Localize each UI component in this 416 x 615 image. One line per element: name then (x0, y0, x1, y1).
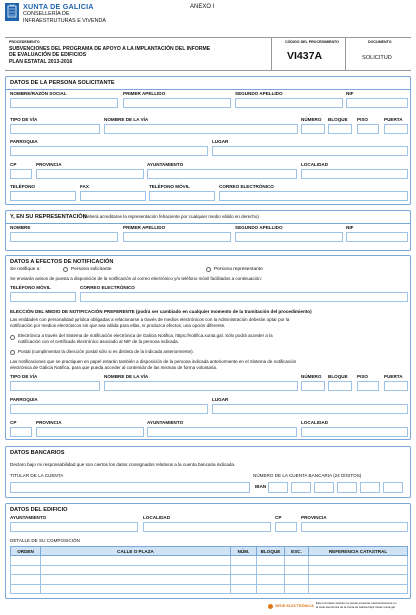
rep-apellido1-field[interactable] (123, 232, 231, 242)
account-block-2[interactable] (314, 482, 334, 493)
representative-title: Y, EN SU REPRESENTACIÓN (10, 214, 87, 220)
notif-lugar-label: LUGAR (212, 397, 229, 402)
annex-title: ANEXO I (190, 4, 215, 10)
footer-line-2: la sede electrónica de la Xunta de Galicia https://sede.xunta.gal (316, 605, 395, 609)
title-rule (6, 223, 410, 224)
email-label: CORREO ELECTRÓNICO (219, 184, 274, 189)
notif-cp-label: CP (10, 420, 17, 425)
notif-puerta-label: PUERTA (384, 374, 403, 379)
notif-parroquia-label: PARROQUIA (10, 397, 38, 402)
provincia-field[interactable] (36, 169, 144, 179)
tipo-via-field[interactable] (10, 124, 100, 134)
building-ayuntamiento-field[interactable] (10, 522, 138, 532)
notif-parroquia-field[interactable] (10, 404, 208, 414)
notif-cp-field[interactable] (10, 427, 32, 437)
notification-title: DATOS A EFECTOS DE NOTIFICACIÓN (10, 259, 114, 265)
radio-electronic[interactable] (10, 335, 15, 340)
sede-badge[interactable] (268, 603, 318, 611)
apellido1-label: PRIMER APELLIDO (123, 91, 166, 96)
nombre-field[interactable] (10, 98, 118, 108)
notif-bloque-field[interactable] (328, 381, 352, 391)
notif-piso-label: PISO (357, 374, 368, 379)
building-cp-label: CP (275, 515, 282, 520)
col-calle: CALLE O PLAZA (41, 547, 231, 556)
account-label: NÚMERO DE LA CUENTA BANCARIA (24 DÍGITOS) (253, 473, 362, 478)
ayuntamiento-label: AYUNTAMIENTO (147, 162, 184, 167)
nif-label: NIF (346, 91, 354, 96)
nombre-label: NOMBRE/RAZÓN SOCIAL (10, 91, 67, 96)
movil-field[interactable] (149, 191, 215, 201)
rep-nif-field[interactable] (346, 232, 408, 242)
applicant-title: DATOS DE LA PERSONA SOLICITANTE (10, 80, 115, 86)
rep-apellido1-label: PRIMER APELLIDO (123, 225, 166, 230)
numero-label: NÚMERO (301, 117, 322, 122)
xunta-logo (5, 3, 19, 21)
footer-line-1: Este formulario también se puede presentar electrónicamente en (316, 601, 397, 605)
puerta-field[interactable] (384, 124, 408, 134)
notif-localidad-label: LOCALIDAD (301, 420, 329, 425)
email-field[interactable] (219, 191, 408, 201)
rep-apellido2-field[interactable] (235, 232, 343, 242)
notification-section (5, 255, 411, 440)
notif-movil-label: TELÉFONO MÓVIL (10, 285, 51, 290)
procedure-line-2: DE EVALUACIÓN DE EDIFICIOS (9, 52, 87, 58)
postal-option: Postal (cumplimentar la dirección postal sólo si es distinta de la indicada anteriormente). (18, 349, 194, 354)
coat-of-arms-icon (5, 3, 19, 21)
bloque-field[interactable] (328, 124, 352, 134)
radio-representative[interactable] (206, 267, 211, 272)
fax-field[interactable] (80, 191, 146, 201)
movil-label: TELÉFONO MÓVIL (149, 184, 190, 189)
procedure-line-3: PLAN ESTATAL 2013-2016 (9, 59, 73, 65)
localidad-field[interactable] (301, 169, 408, 179)
notif-ayuntamiento-label: AYUNTAMIENTO (147, 420, 184, 425)
radio-representative-label: Persona representante (214, 267, 263, 272)
notif-nombre-via-field[interactable] (104, 381, 298, 391)
notif-puerta-field[interactable] (384, 381, 408, 391)
radio-postal[interactable] (10, 350, 15, 355)
notif-provincia-label: PROVINCIA (36, 420, 62, 425)
postal-line-2: electrónica de Galicia Notifica, para que pueda acceder al contenido de las mismas de forma voluntaria. (10, 365, 218, 370)
rep-nif-label: NIF (346, 225, 354, 230)
building-localidad-field[interactable] (143, 522, 271, 532)
account-block-5[interactable] (383, 482, 403, 493)
col-bloque: BLOQUE (257, 547, 285, 556)
provincia-label: PROVINCIA (36, 162, 62, 167)
composition-table (10, 546, 408, 594)
bank-title: DATOS BANCARIOS (10, 450, 65, 456)
notif-lugar-field[interactable] (212, 404, 408, 414)
account-block-4[interactable] (360, 482, 380, 493)
apellido2-field[interactable] (235, 98, 343, 108)
account-block-1[interactable] (291, 482, 311, 493)
building-ayuntamiento-label: AYUNTAMIENTO (10, 515, 47, 520)
account-block-3[interactable] (337, 482, 357, 493)
procedure-header (5, 37, 411, 71)
entities-line-1: Las entidades con personalidad jurídica obligadas a relacionarse a través de medios electrónicos con la Administración deberán optar por la (10, 317, 290, 322)
notif-bloque-label: BLOQUE (328, 374, 348, 379)
building-provincia-field[interactable] (301, 522, 408, 532)
nombre-via-label: NOMBRE DE LA VÍA (104, 117, 149, 122)
rep-nombre-field[interactable] (10, 232, 118, 242)
nombre-via-field[interactable] (104, 124, 298, 134)
org-name: XUNTA DE GALICIA (23, 2, 94, 11)
table-row[interactable] (11, 584, 408, 594)
table-row[interactable] (11, 556, 408, 566)
notif-movil-field[interactable] (10, 292, 76, 302)
piso-label: PISO (357, 117, 368, 122)
building-cp-field[interactable] (275, 522, 297, 532)
composition-header-row (11, 547, 408, 556)
rep-nombre-label: NOMBRE (10, 225, 31, 230)
notif-email-label: CORREO ELECTRÓNICO (80, 285, 135, 290)
localidad-label: LOCALIDAD (301, 162, 329, 167)
radio-applicant[interactable] (63, 267, 68, 272)
representative-section (5, 210, 411, 251)
notify-to-label: Se notifique a: (10, 267, 41, 272)
col-num: NÚM. (231, 547, 257, 556)
lugar-label: LUGAR (212, 139, 229, 144)
postal-line-1: Las notificaciones que se practiquen en papel estarán también a disposición de la persona indicada anteriormente en el Sistema de notificación (10, 359, 297, 364)
holder-label: TITULAR DE LA CUENTA (10, 473, 64, 478)
col-esc: ESC. (285, 547, 309, 556)
numero-field[interactable] (301, 124, 325, 134)
document-label: DOCUMENTO (368, 40, 392, 44)
apellido2-label: SEGUNDO APELLIDO (235, 91, 283, 96)
ayuntamiento-field[interactable] (147, 169, 297, 179)
notif-numero-field[interactable] (301, 381, 325, 391)
holder-field[interactable] (10, 482, 250, 493)
procedure-label: PROCEDEMENTO (9, 40, 40, 44)
notif-tipo-via-field[interactable] (10, 381, 100, 391)
notif-localidad-field[interactable] (301, 427, 408, 437)
code-label: CÓDIGO DEL PROCEDIMIENTO (285, 40, 339, 44)
electronic-line-2: notificación con el certificado electrónico asociado al NIF de la persona indicada. (18, 339, 179, 344)
entities-line-2: notificación por medios electrónicos sin que sea válida para ellas, ni produzca efectos, una opción diferente. (10, 323, 226, 328)
fax-label: FAX (80, 184, 89, 189)
notif-tipo-via-label: TIPO DE VÍA (10, 374, 38, 379)
notif-ayuntamiento-field[interactable] (147, 427, 297, 437)
iban-field[interactable] (268, 482, 288, 493)
bank-declaration: Declaro bajo mi responsabilidad que son ciertos los datos consignados relativos a la cuenta bancaria indicada. (10, 462, 236, 467)
dept-line-1: CONSELLERÍA DE (23, 11, 70, 17)
notice-text: Se enviarán avisos de puesta a disposición de la notificación al correo electrónico y/o teléfono móvil facilitados a continuación: (10, 276, 262, 281)
table-row[interactable] (11, 565, 408, 575)
header-divider-1 (271, 38, 272, 71)
choice-title: ELECCIÓN DEL MEDIO DE NOTIFICACIÓN PREFERENTE (podrá ser cambiado en cualquier momento de la tramitación del procedimiento) (10, 309, 312, 314)
notif-provincia-field[interactable] (36, 427, 144, 437)
building-provincia-label: PROVINCIA (301, 515, 327, 520)
building-title: DATOS DEL EDIFICIO (10, 507, 68, 513)
radio-applicant-label: Persona solicitante (71, 267, 112, 272)
procedure-code: VI437A (287, 50, 323, 62)
dept-line-2: INFRAESTRUTURAS E VIVENDA (23, 18, 106, 24)
parroquia-label: PARROQUIA (10, 139, 38, 144)
notif-numero-label: NÚMERO (301, 374, 322, 379)
puerta-label: PUERTA (384, 117, 403, 122)
title-rule (6, 89, 410, 90)
rep-apellido2-label: SEGUNDO APELLIDO (235, 225, 283, 230)
col-referencia: REFERENCIA CATASTRAL (309, 547, 408, 556)
parroquia-field[interactable] (10, 146, 208, 156)
notif-nombre-via-label: NOMBRE DE LA VÍA (104, 374, 149, 379)
apellido1-field[interactable] (123, 98, 231, 108)
bank-section (5, 446, 411, 498)
nif-field[interactable] (346, 98, 408, 108)
building-section (5, 503, 411, 599)
tipo-via-label: TIPO DE VÍA (10, 117, 38, 122)
header-divider-2 (345, 38, 346, 71)
telefono-field[interactable] (10, 191, 76, 201)
lugar-field[interactable] (212, 146, 408, 156)
procedure-line-1: SUBVENCIONES DEL PROGRAMA DE APOYO A LA IMPLANTACIÓN DEL INFORME (9, 46, 211, 52)
cp-field[interactable] (10, 169, 32, 179)
piso-field[interactable] (357, 124, 379, 134)
table-row[interactable] (11, 575, 408, 585)
notif-email-field[interactable] (80, 292, 408, 302)
applicant-section (5, 76, 411, 205)
col-orden: ORDEN (11, 547, 41, 556)
building-localidad-label: LOCALIDAD (143, 515, 171, 520)
document-type: SOLICITUD (362, 55, 392, 61)
representative-note: (deberá acreditarse la representación fehaciente por cualquier medio válido en derecho) (83, 214, 259, 219)
notif-piso-field[interactable] (357, 381, 379, 391)
sede-icon (268, 604, 273, 609)
cp-label: CP (10, 162, 17, 167)
sede-label: SEDE ELECTRÓNICA (275, 604, 314, 608)
composition-label: DETALLE DE SU COMPOSICIÓN (10, 538, 80, 543)
electronic-line-1: Electrónica a través del Sistema de notificación electrónica de Galicia Notifica, https://notifica.xunta.gal. Sólo podrá acceder a la (18, 333, 273, 338)
iban-label: IBAN (255, 484, 267, 489)
telefono-label: TELÉFONO (10, 184, 36, 189)
bloque-label: BLOQUE (328, 117, 348, 122)
